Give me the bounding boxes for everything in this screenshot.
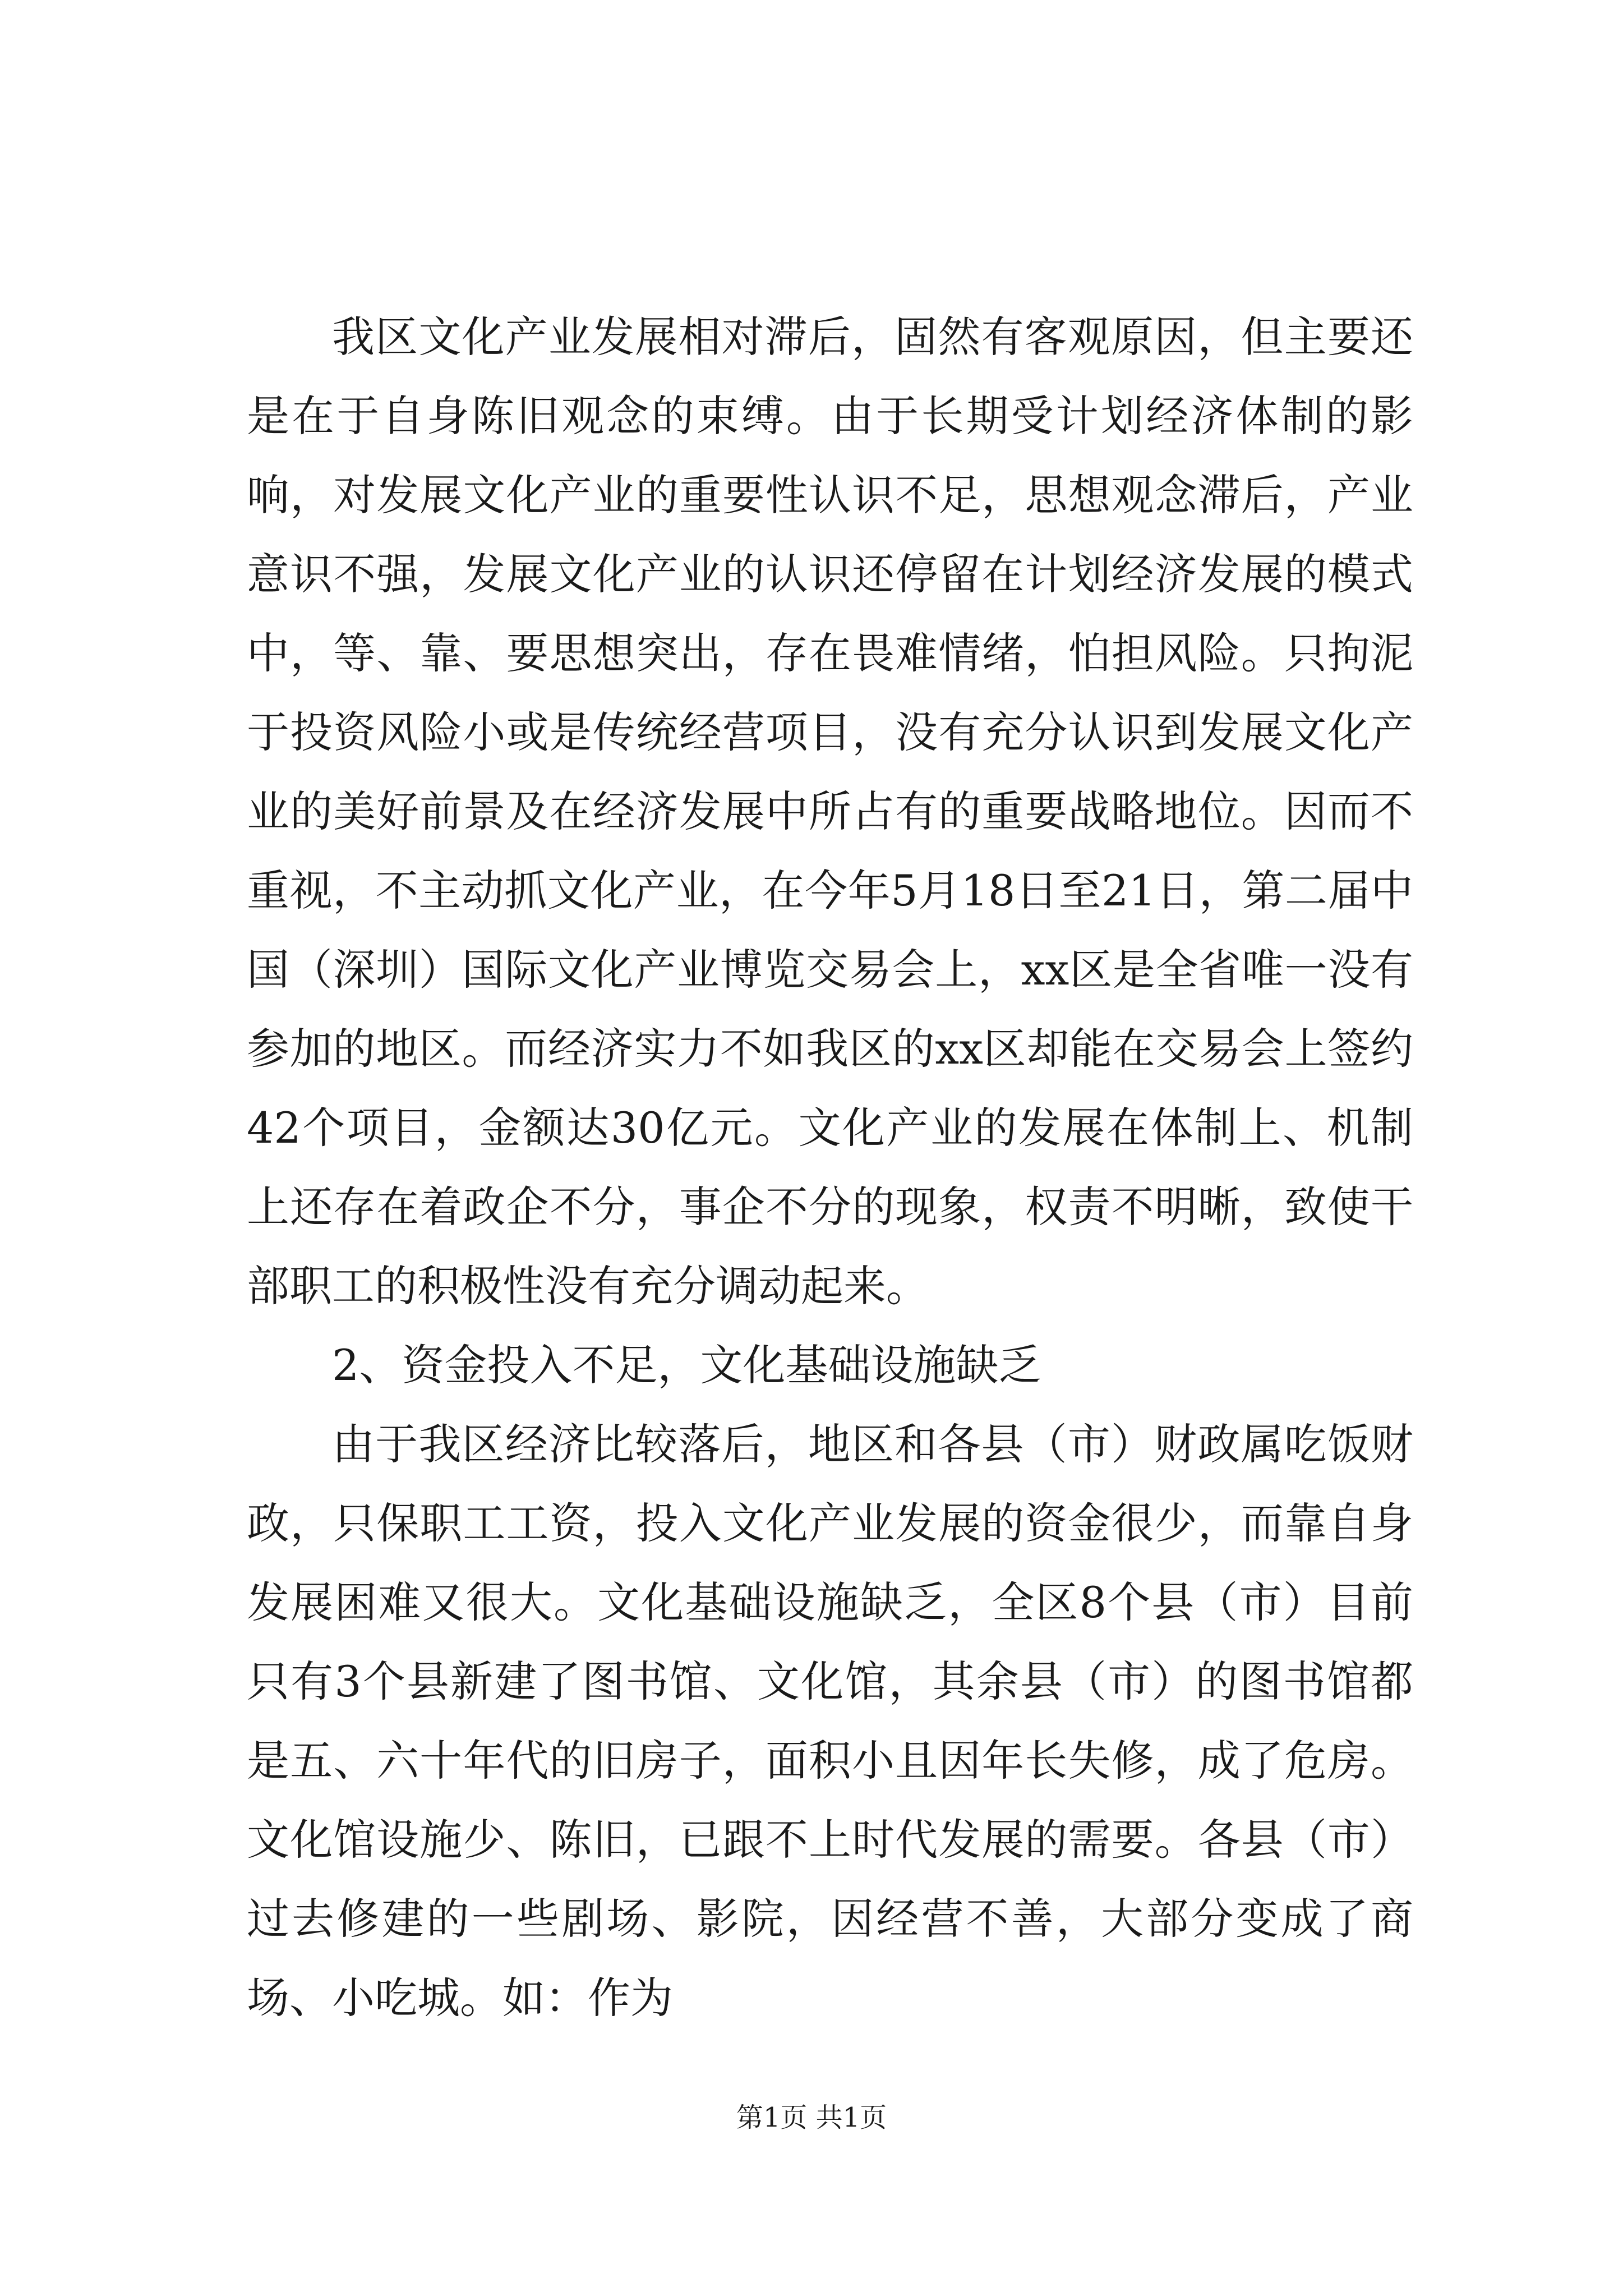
document-body [247,297,1413,2037]
paragraph-1: 我区文化产业发展相对滞后，固然有客观原因，但主要还是在于自身陈旧观念的束缚。由于长期受计划经济体制的影响，对发展文化产业的重要性认识不足，思想观念滞后，产业意识不强，发展文化产业的认识还停留在计划经济发展的模式中，等、靠、要思想突出，存在畏难情绪，怕担风险。只拘泥于投资风险小或是传统经营项目，没有充分认识到发展文化产业的美好前景及在经济发展中所占有的重要战略地位。因而不重视，不主动抓文化产业，在今年5月18日至21日，第二届中国（深圳）国际文化产业博览交易会上，xx区是全省唯一没有参加的地区。而经济实力不如我区的xx区却能在交易会上签约42个项目，金额达30亿元。文化产业的发展在体制上、机制上还存在着政企不分，事企不分的现象，权责不明晰，致使干部职工的积极性没有充分调动起来。 [247,312,1413,1311]
page-footer: 第1页 共1页 [736,2102,887,2133]
section-heading: 2、资金投入不足，文化基础设施缺乏 [332,1340,1041,1390]
paragraph-2: 由于我区经济比较落后，地区和各县（市）财政属吃饭财政，只保职工工资，投入文化产业发展的资金很少，而靠自身发展困难又很大。文化基础设施缺乏，全区8个县（市）目前只有3个县新建了图书馆、文化馆，其余县（市）的图书馆都是五、六十年代的旧房子，面积小且因年长失修，成了危房。文化馆设施少、陈旧，已跟不上时代发展的需要。各县（市）过去修建的一些剧场、影院，因经营不善，大部分变成了商场、小吃城。如：作为 [247,1419,1413,2023]
